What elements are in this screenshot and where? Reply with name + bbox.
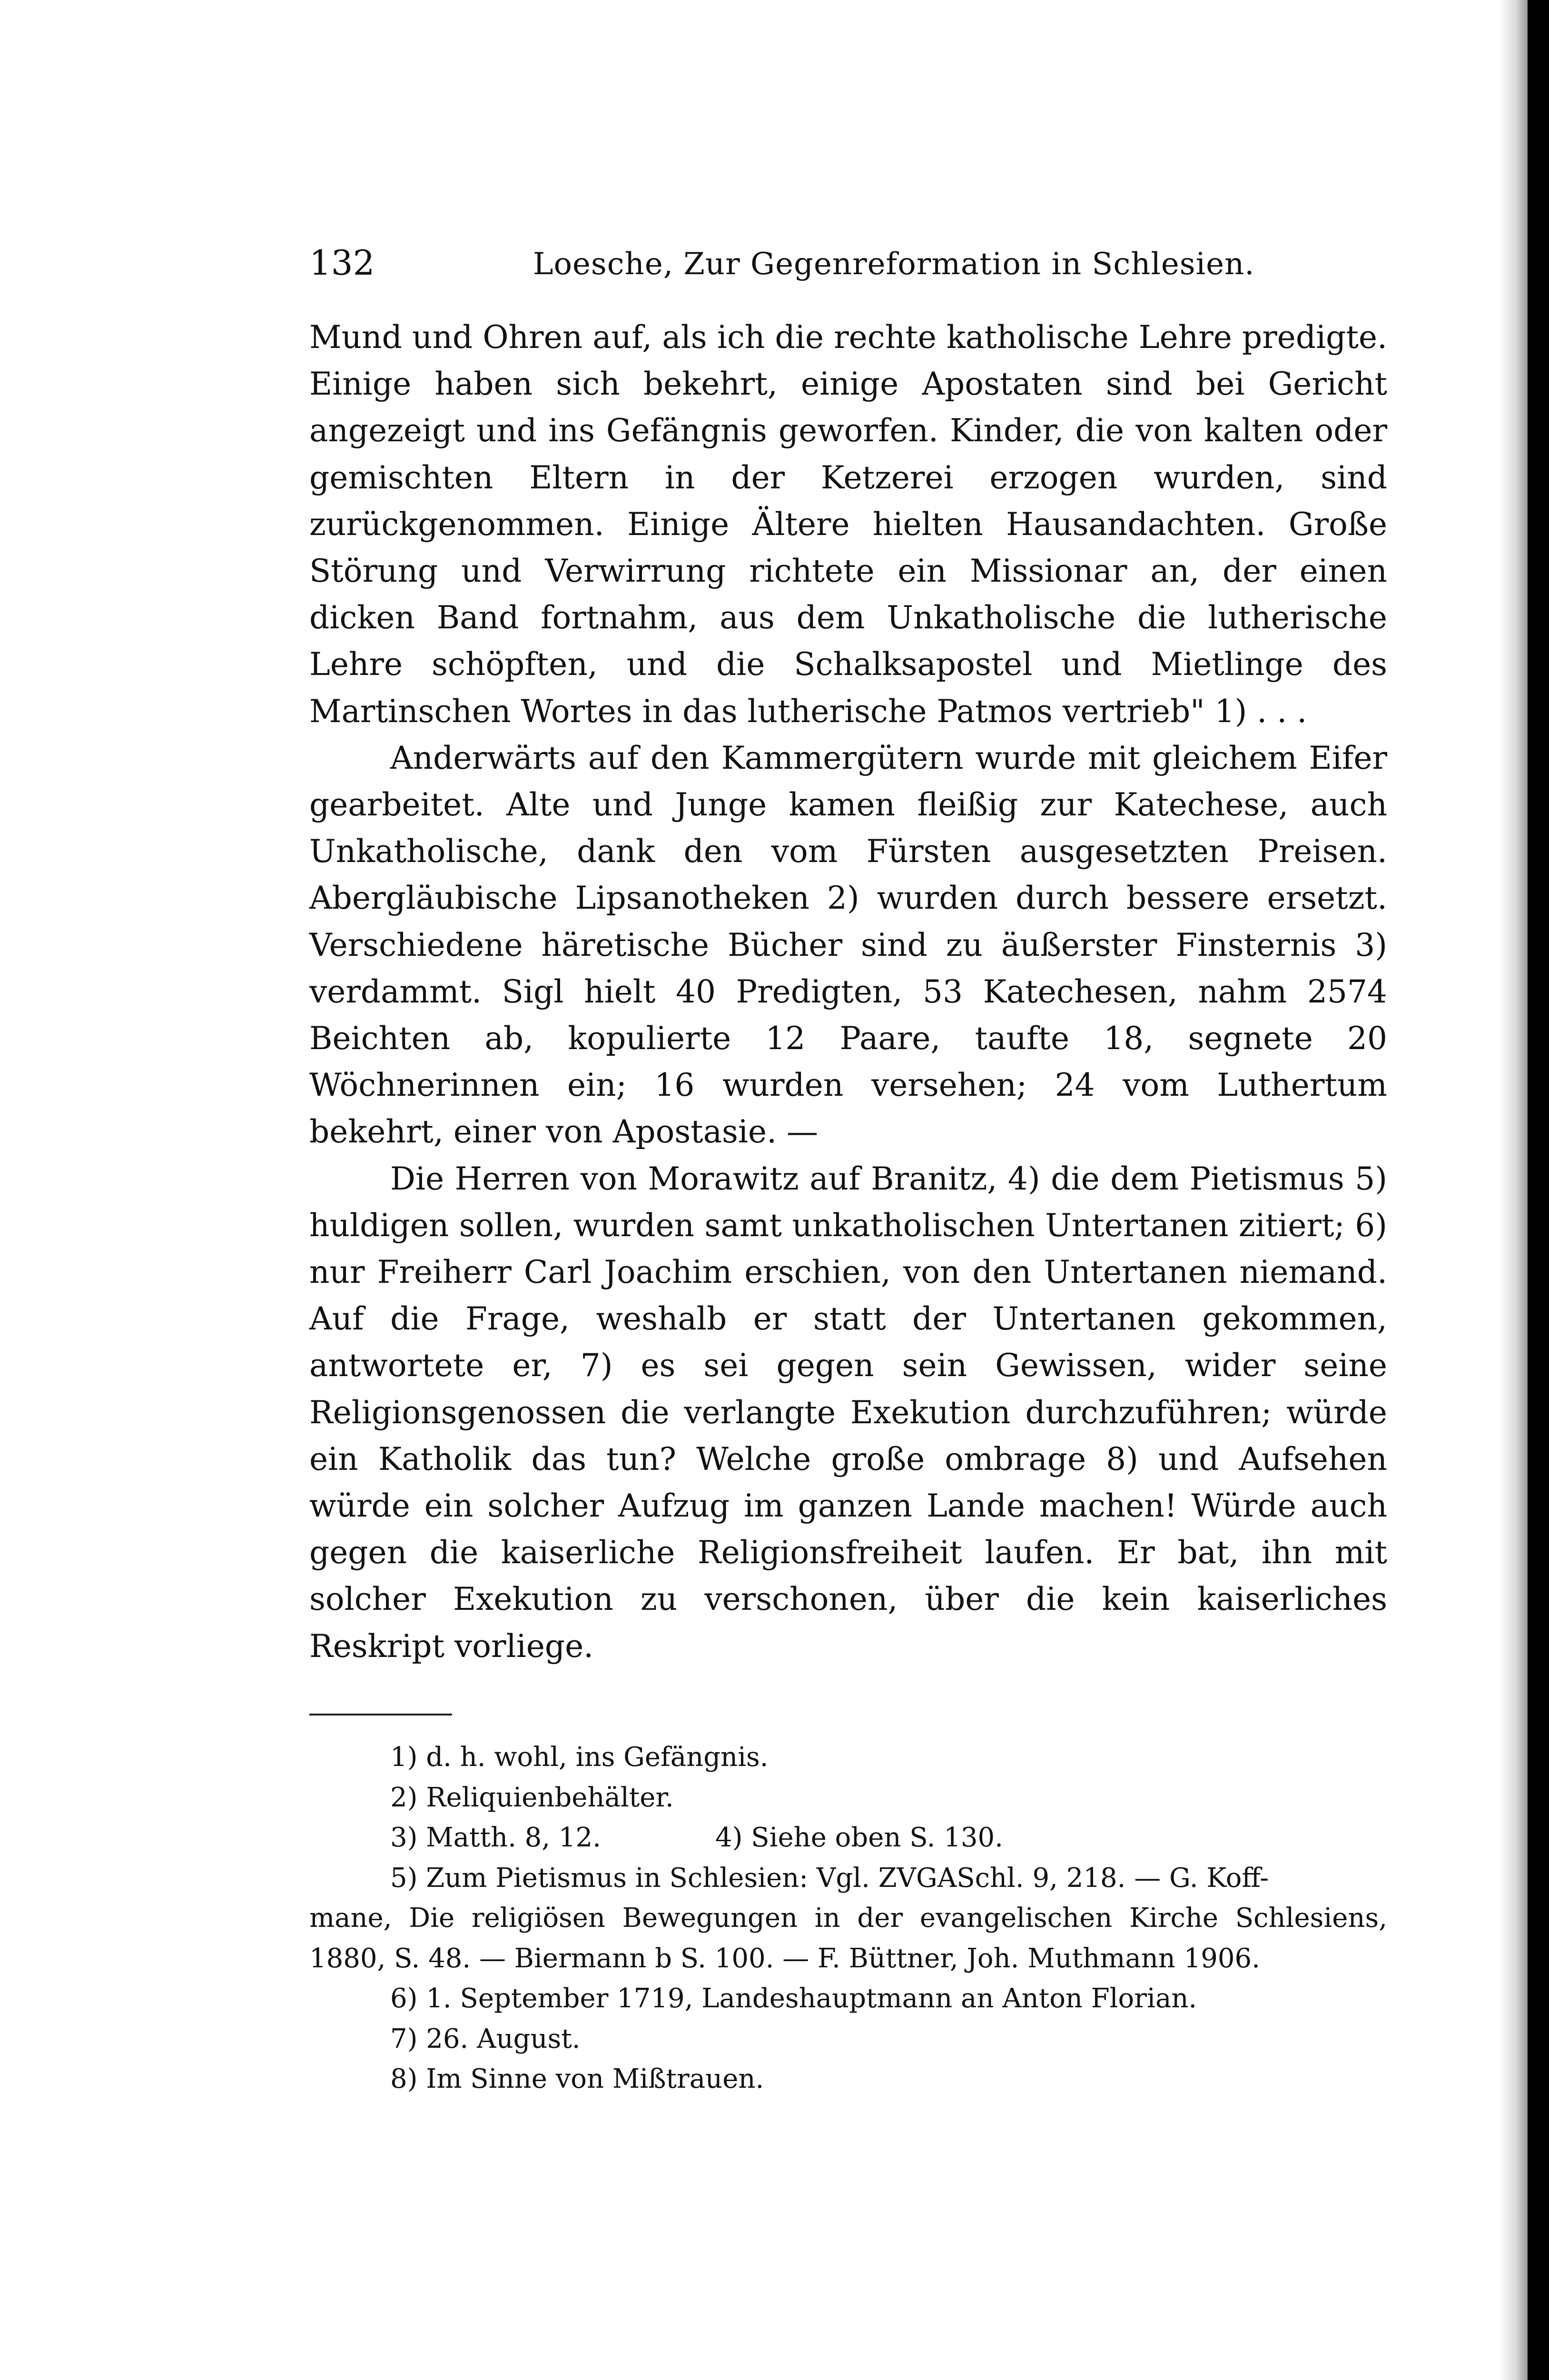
page-edge-shadow [1499, 0, 1528, 2380]
footnote-1: 1) d. h. wohl, ins Gefängnis. [390, 1742, 769, 1773]
footnote-7: 7) 26. August. [390, 2023, 581, 2054]
footnotes [309, 1737, 1387, 2100]
footnote-rule [309, 1714, 452, 1716]
footnote-5 [309, 1858, 1387, 1979]
page-number: 132 [309, 243, 375, 283]
body-text [309, 314, 1387, 1670]
running-title: Loesche, Zur Gegenreformation in Schlesien. [533, 247, 1255, 282]
footnote-6: 6) 1. September 1719, Landeshauptmann an Anton Florian. [390, 1983, 1197, 2014]
footnote-3: 3) Matth. 8, 12. [390, 1822, 601, 1853]
footnote-4: 4) Siehe oben S. 130. [715, 1822, 1003, 1853]
paragraph-2: Anderwärts auf den Kammergütern wurde mit gleichem Eifer gearbeitet. Alte und Junge kamen fleißig zur Katechese, auch Unkatholische, dank den vom Fürsten ausgesetzten Preisen. Abergläubische Lipsanotheken 2) wurden durch bessere ersetzt. Verschiedene häretische Bücher sind zu äußerster Finsternis 3) verdammt. Sigl hielt 40 Predigten, 53 Katechesen, nahm 2574 Beichten ab, kopulierte 12 Paare, taufte 18, segnete 20 Wöchnerinnen ein; 16 wurden versehen; 24 vom Luthertum bekehrt, einer von Apostasie. — [309, 739, 1387, 1150]
footnote-5-continuation: mane, Die religiösen Bewegungen in der evangelischen Kirche Schlesiens, 1880, S. 48. — Biermann b S. 100. — F. Büttner, Joh. Muthmann 1906. [309, 1903, 1387, 1974]
footnote-2: 2) Reliquienbehälter. [390, 1782, 674, 1813]
footnote-8: 8) Im Sinne von Mißtrauen. [390, 2063, 764, 2094]
paragraph-3: Die Herren von Morawitz auf Branitz, 4) die dem Pietismus 5) huldigen sollen, wurden samt unkatholischen Untertanen zitiert; 6) nur Freiherr Carl Joachim erschien, von den Untertanen niemand. Auf die Frage, weshalb er statt der Untertanen gekommen, antwortete er, 7) es sei gegen sein Gewissen, wider seine Religionsgenossen die verlangte Exekution durchzuführen; würde ein Katholik das tun? Welche große ombrage 8) und Aufsehen würde ein solcher Aufzug im ganzen Lande machen! Würde auch gegen die kaiserliche Religionsfreiheit laufen. Er bat, ihn mit solcher Exekution zu verschonen, über die kein kaiserliches Reskript vorliege. [309, 1160, 1387, 1665]
paragraph-1: Mund und Ohren auf, als ich die rechte katholische Lehre predigte. Einige haben sich bekehrt, einige Apostaten sind bei Gericht angezeigt und ins Gefängnis geworfen. Kinder, die von kalten oder gemischten Eltern in der Ketzerei erzogen wurden, sind zurückgenommen. Einige Ältere hielten Hausandachten. Große Störung und Verwirrung richtete ein Missionar an, der einen dicken Band fortnahm, aus dem Unkatholische die lutherische Lehre schöpften, und die Schalksapostel und Mietlinge des Martinschen Wortes in das lutherische Patmos vertrieb" 1) . . . [309, 319, 1387, 730]
page-header [309, 243, 1387, 295]
footnote-5-first-line: 5) Zum Pietismus in Schlesien: Vgl. ZVGASchl. 9, 218. — G. Koff- [390, 1862, 1269, 1894]
footnote-pair-3-4 [309, 1818, 1387, 1858]
